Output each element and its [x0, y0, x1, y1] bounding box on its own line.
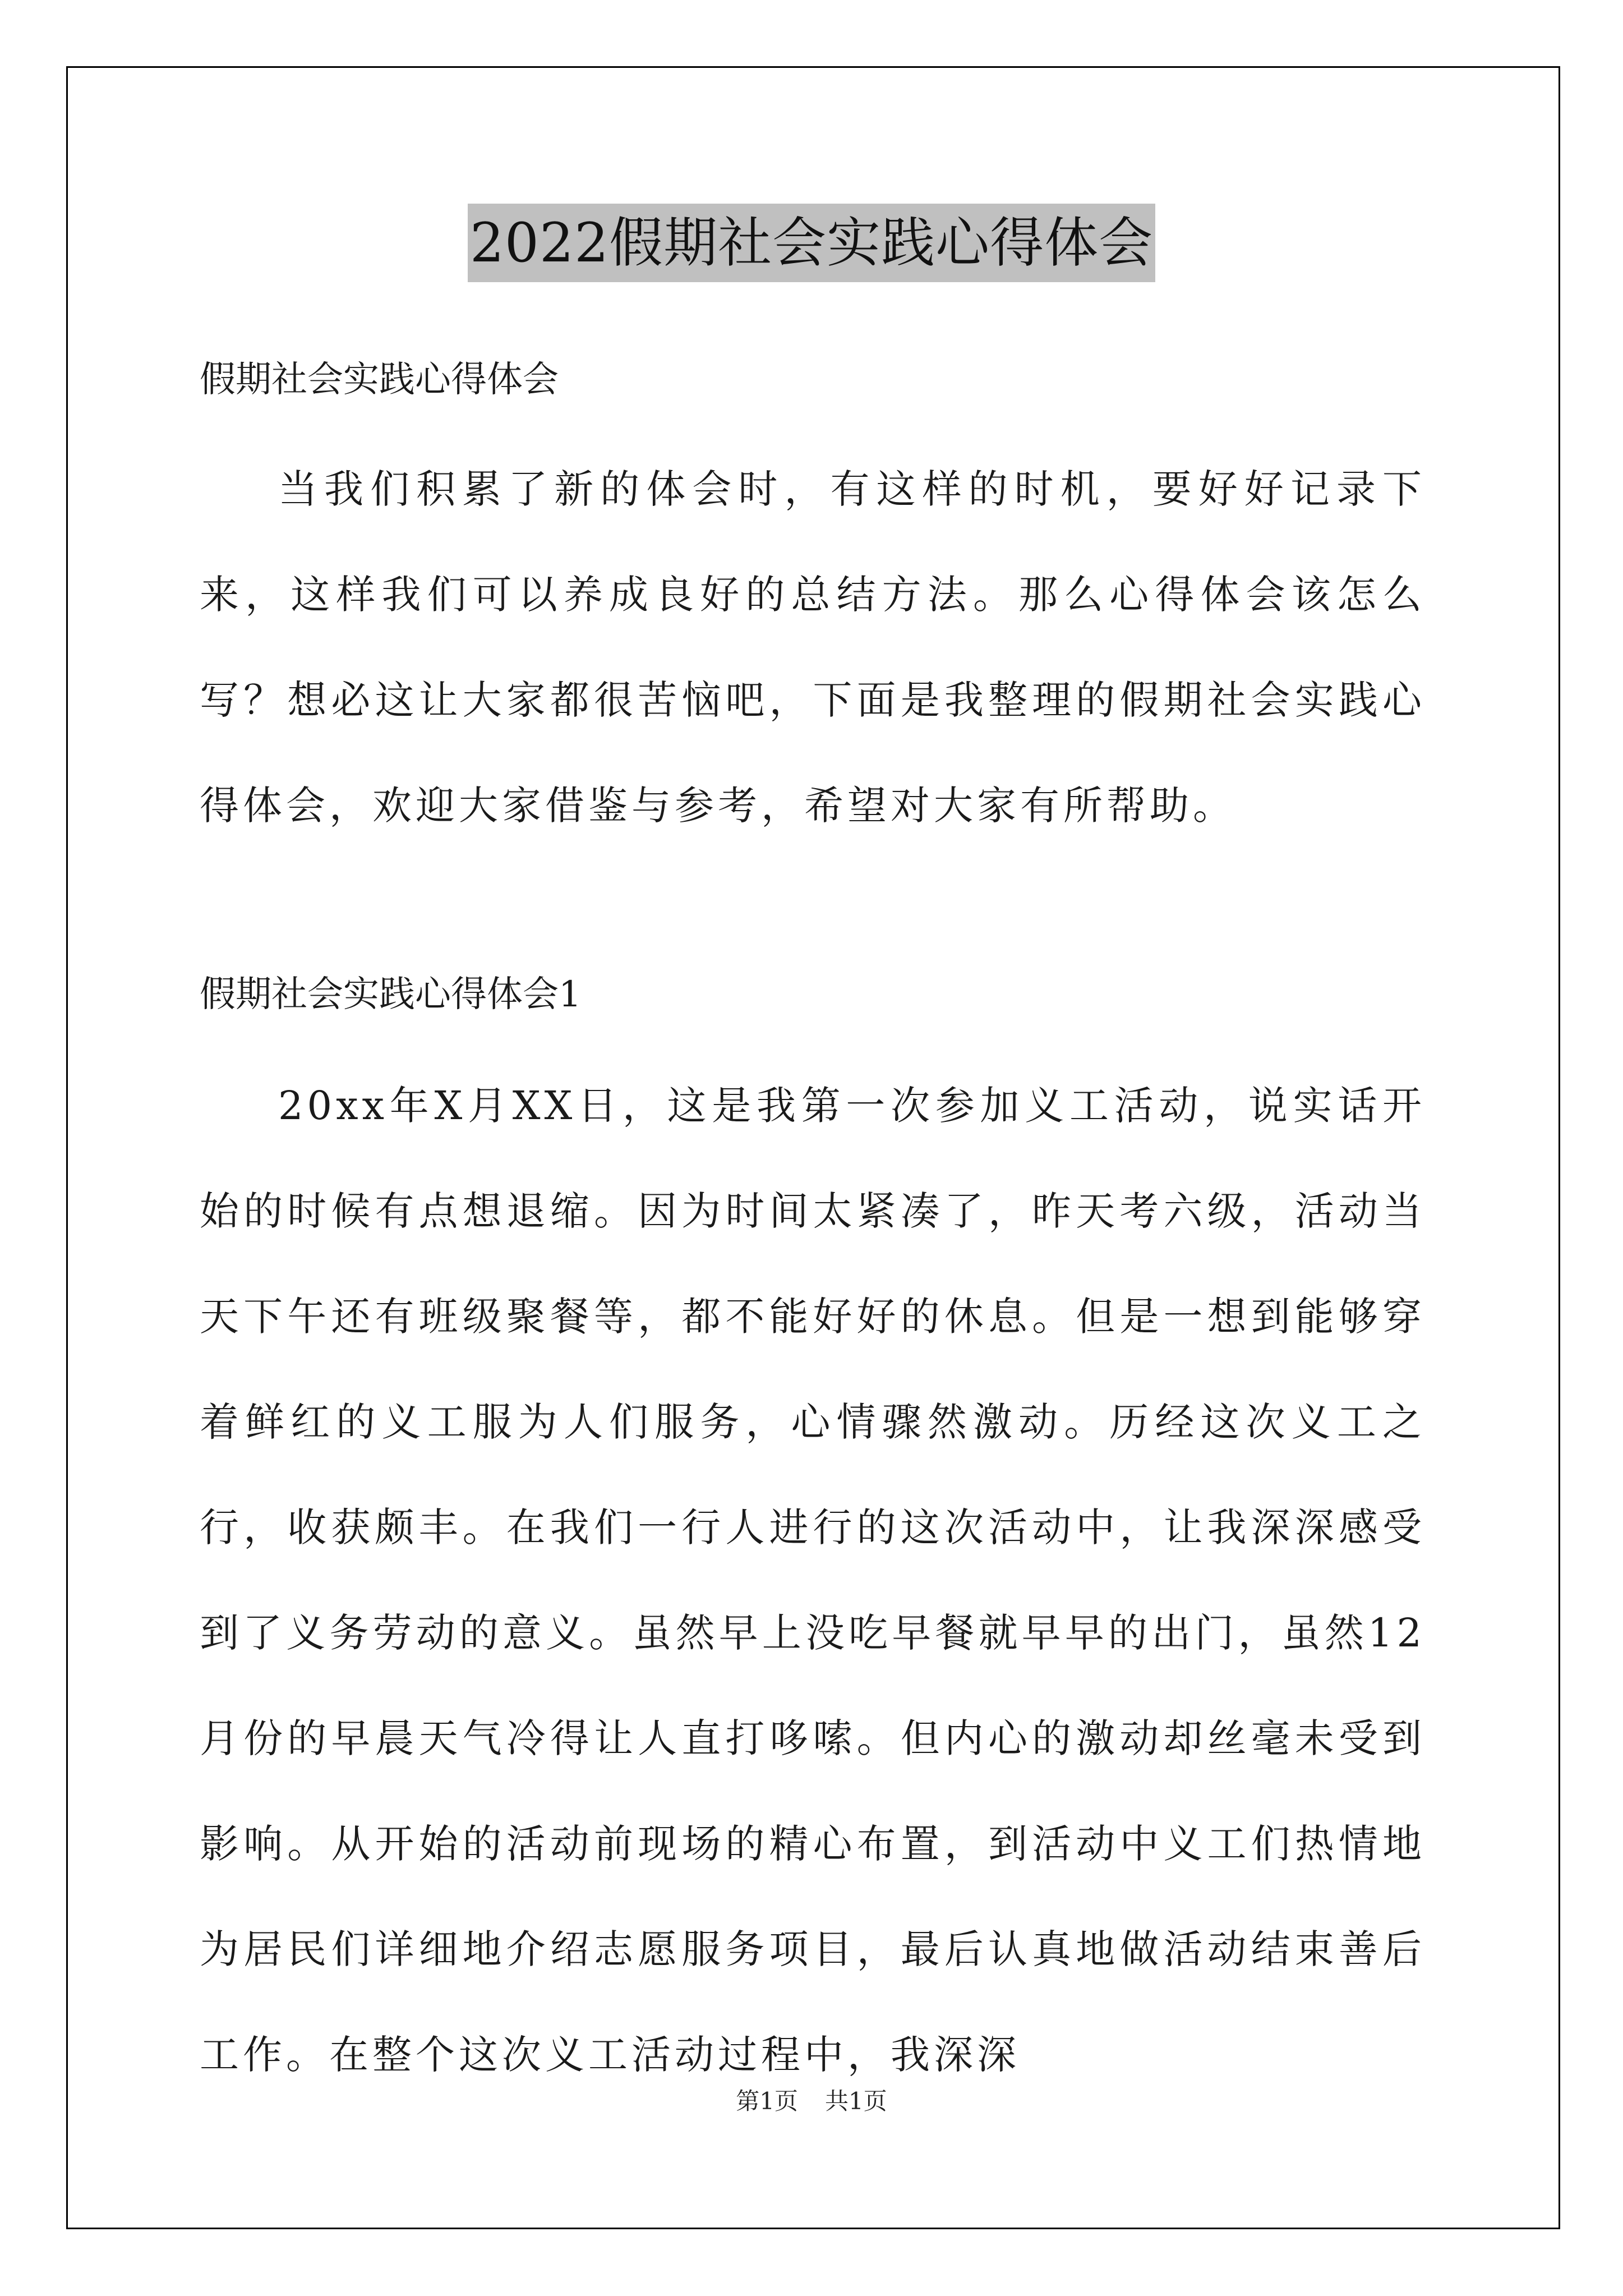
- intro-paragraph: 当我们积累了新的体会时，有这样的时机，要好好记录下来，这样我们可以养成良好的总结方法。那么心得体会该怎么写？想必这让大家都很苦恼吧，下面是我整理的假期社会实践心得体会，欢迎大家借鉴与参考，希望对大家有所帮助。: [200, 466, 1426, 829]
- document-body: [200, 348, 1426, 2108]
- page-number-current: 第1页: [736, 2087, 798, 2115]
- title-container: [0, 204, 1623, 282]
- document-title: 2022假期社会实践心得体会: [468, 204, 1155, 282]
- section-body-paragraph: 20xx年X月XX日，这是我第一次参加义工活动，说实话开始的时候有点想退缩。因为时间太紧凑了，昨天考六级，活动当天下午还有班级聚餐等，都不能好好的休息。但是一想到能够穿着鲜红的义工服为人们服务，心情骤然激动。历经这次义工之行，收获颇丰。在我们一行人进行的这次活动中，让我深深感受到了义务劳动的意义。虽然早上没吃早餐就早早的出门，虽然12月份的早晨天气冷得让人直打哆嗦。但内心的激动却丝毫未受到影响。从开始的活动前现场的精心布置，到活动中义工们热情地为居民们详细地介绍志愿服务项目，最后认真地做活动结束善后工作。在整个这次义工活动过程中，我深深: [200, 1083, 1426, 2078]
- document-subtitle: 假期社会实践心得体会: [200, 359, 559, 401]
- section-heading: 假期社会实践心得体会1: [200, 974, 582, 1015]
- page-number-total: 共1页: [825, 2087, 887, 2115]
- page-footer: [0, 2085, 1623, 2118]
